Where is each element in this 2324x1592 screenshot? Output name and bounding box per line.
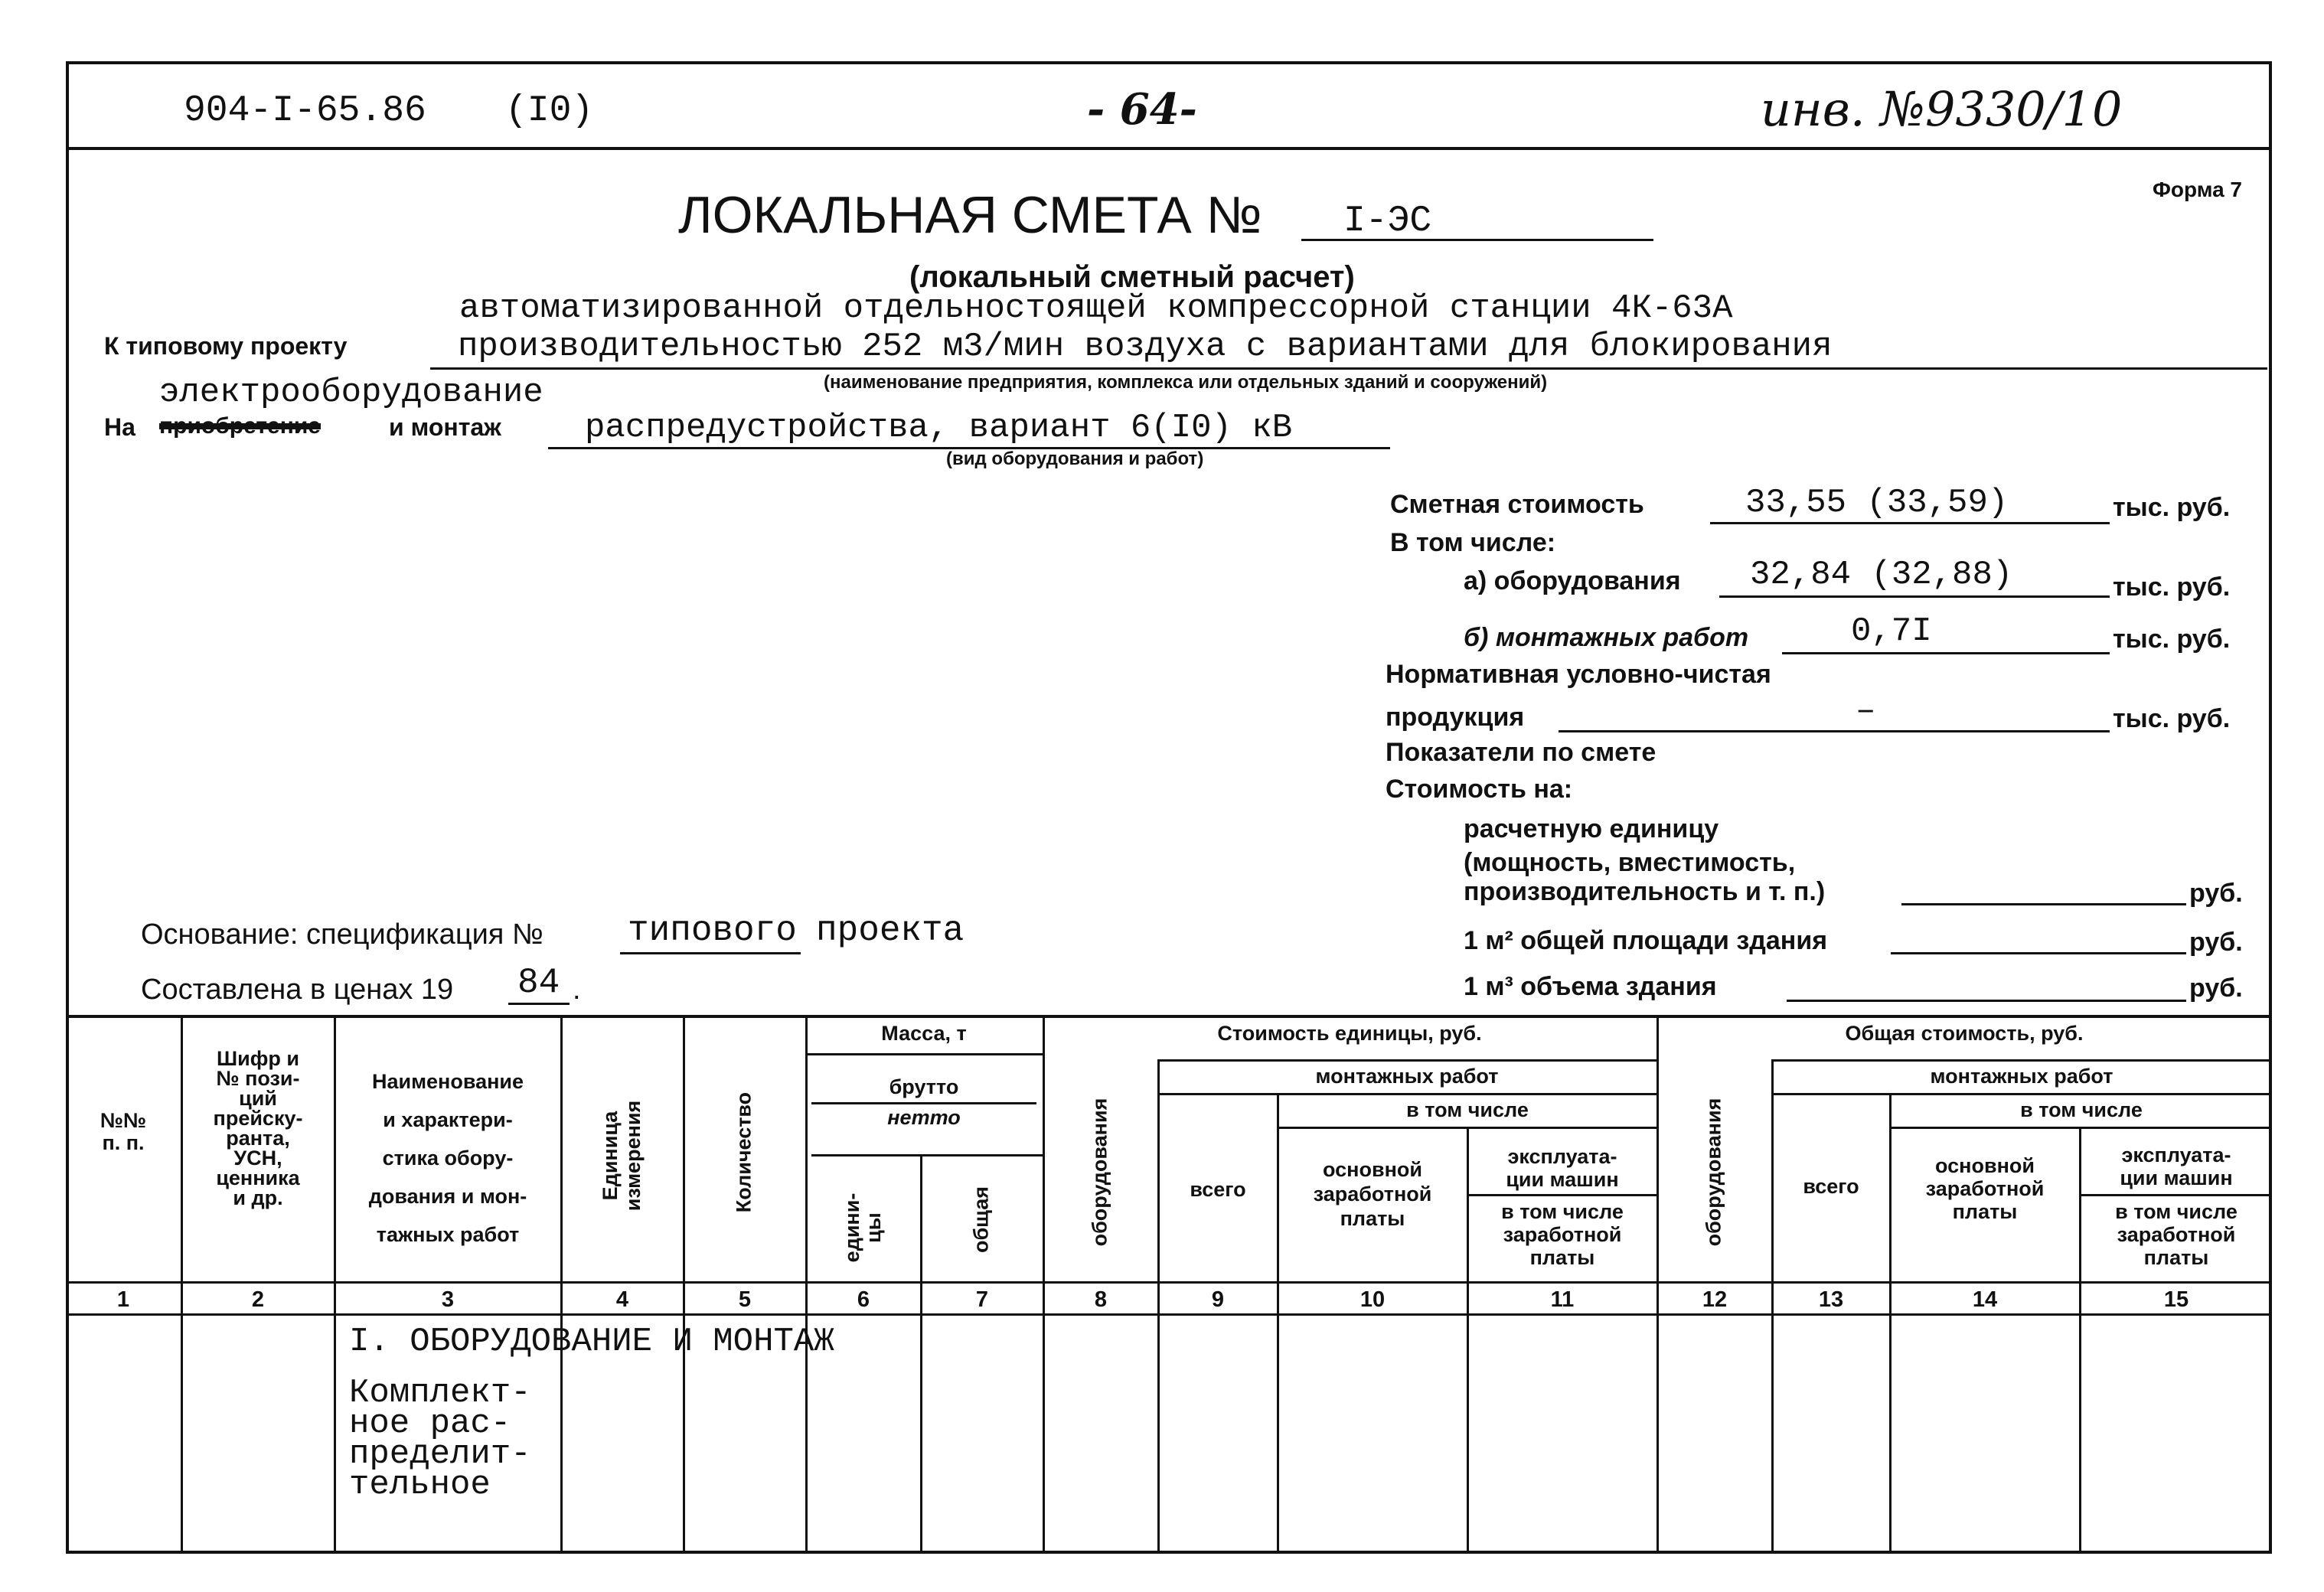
table-numbers-bottom bbox=[66, 1313, 2272, 1316]
section-title: I. ОБОРУДОВАНИЕ И МОНТАЖ bbox=[349, 1323, 834, 1361]
total-incl-pay-line1: в том числе bbox=[2115, 1200, 2238, 1223]
unit-all-header: всего bbox=[1190, 1178, 1246, 1201]
col-number-6: 6 bbox=[857, 1287, 870, 1312]
frame-right bbox=[2269, 61, 2272, 1554]
prices-year-underline bbox=[508, 1003, 570, 1005]
mounting-cost-label: б) монтажных работ bbox=[1464, 623, 1749, 652]
mounting-cost-underline bbox=[1782, 652, 2110, 654]
totalcost-sub-line bbox=[1771, 1059, 2272, 1062]
mass-unit-header-line2: цы bbox=[862, 1212, 885, 1243]
col-qty-header: Количество bbox=[732, 1091, 756, 1213]
estimate-number: I-ЭС bbox=[1343, 201, 1432, 242]
col-number-3: 3 bbox=[441, 1287, 455, 1312]
total-cost-header: Общая стоимость, руб. bbox=[1845, 1022, 2084, 1045]
col-number-15: 15 bbox=[2163, 1287, 2189, 1312]
col-name-header-line2: и характери- bbox=[383, 1108, 513, 1131]
col-number-7: 7 bbox=[975, 1287, 989, 1312]
norm-label-2: продукция bbox=[1386, 703, 1525, 732]
col-number-12: 12 bbox=[1702, 1287, 1728, 1312]
col-number-11: 11 bbox=[1550, 1287, 1575, 1312]
frame-left bbox=[66, 61, 69, 1554]
cost-on-label: Стоимость на: bbox=[1386, 775, 1573, 804]
total-mount-header: монтажных работ bbox=[1930, 1065, 2113, 1088]
col-sep-11 bbox=[1657, 1015, 1659, 1551]
calc-unit-underline bbox=[1901, 903, 2186, 905]
unitcost-mount-line bbox=[1157, 1093, 1657, 1095]
equipment-cost-label: а) оборудования bbox=[1464, 566, 1681, 595]
col-code-header-line1: Шифр и bbox=[217, 1047, 299, 1070]
totalcost-machines-line bbox=[2079, 1194, 2272, 1196]
mass-unit-header-line1: едини- bbox=[840, 1192, 863, 1263]
unit-base-pay-line1: основной bbox=[1323, 1158, 1422, 1181]
total-cost-unit: тыс. руб. bbox=[2113, 493, 2231, 522]
brutto-line bbox=[811, 1102, 1036, 1104]
col-name-header-line1: Наименование bbox=[371, 1070, 524, 1093]
form-label: Форма 7 bbox=[2153, 178, 2243, 201]
item-name bbox=[349, 1374, 531, 1504]
col-sep-7 bbox=[1043, 1015, 1045, 1551]
header-divider bbox=[66, 147, 2272, 150]
table-top bbox=[66, 1015, 2272, 1018]
including-label: В том числе: bbox=[1390, 528, 1556, 557]
prices-label: Составлена в ценах 19 bbox=[141, 974, 454, 1006]
item-name-line4: тельное bbox=[349, 1466, 491, 1504]
mass-total-header: общая bbox=[969, 1186, 993, 1254]
brutto-header: брутто bbox=[889, 1075, 959, 1098]
col-number-5: 5 bbox=[738, 1287, 752, 1312]
unit-equipment-header: оборудования bbox=[1088, 1098, 1111, 1247]
col-num-header bbox=[66, 1110, 181, 1154]
volume-cost-underline bbox=[1787, 1000, 2186, 1002]
calc-unit-line1: расчетную единицу bbox=[1464, 814, 1719, 843]
project-code: 904-I-65.86 bbox=[184, 90, 426, 132]
item-name-line3: пределит- bbox=[349, 1435, 531, 1473]
unit-incl-header: в том числе bbox=[1406, 1098, 1529, 1121]
unit-machines-line2: ции машин bbox=[1506, 1168, 1619, 1191]
unit-machines-line1: эксплуата- bbox=[1507, 1145, 1617, 1168]
album-number: (I0) bbox=[505, 90, 594, 132]
unit-base-pay-line3: платы bbox=[1340, 1207, 1405, 1230]
total-cost-value: 33,55 (33,59) bbox=[1745, 484, 2009, 522]
col-sep-14 bbox=[2079, 1128, 2081, 1551]
prices-dot: . bbox=[573, 974, 581, 1006]
project-line2: производительностью 252 м3/мин воздуха с вариантами для блокирования bbox=[458, 328, 1833, 366]
col-sep-3 bbox=[560, 1015, 563, 1551]
col-code-header-line6: УСН, bbox=[233, 1147, 282, 1170]
total-cost-label: Сметная стоимость bbox=[1390, 490, 1644, 519]
unitcost-machines-line bbox=[1467, 1194, 1657, 1196]
total-incl-pay-header bbox=[2081, 1200, 2272, 1269]
totalcost-mount-line bbox=[1771, 1093, 2272, 1095]
netto-header: нетто bbox=[887, 1106, 961, 1129]
basis-suffix: проекта bbox=[816, 911, 965, 951]
col-unit-header bbox=[599, 1064, 645, 1248]
equipment-cost-value: 32,84 (32,88) bbox=[1750, 556, 2013, 594]
work-struck: приобретение bbox=[159, 413, 321, 439]
unit-machines-header bbox=[1468, 1145, 1657, 1191]
norm-unit: тыс. руб. bbox=[2113, 704, 2231, 733]
work-prefix: На bbox=[104, 413, 135, 441]
norm-underline bbox=[1559, 730, 2110, 732]
norm-label-1: Нормативная условно-чистая bbox=[1386, 660, 1771, 689]
total-machines-line1: эксплуата- bbox=[2121, 1143, 2231, 1166]
col-unit-header-line1: Единица bbox=[599, 1111, 622, 1201]
col-number-9: 9 bbox=[1211, 1287, 1225, 1312]
col-name-header bbox=[335, 1062, 560, 1254]
basis-label: Основание: спецификация № bbox=[141, 918, 543, 951]
total-equipment-header: оборудования bbox=[1702, 1098, 1725, 1247]
page-number: - 64- bbox=[1087, 84, 1197, 135]
col-name-header-line4: дования и мон- bbox=[368, 1185, 527, 1208]
unit-mount-header: монтажных работ bbox=[1315, 1065, 1499, 1088]
basis-underline bbox=[620, 952, 801, 954]
estimate-number-underline bbox=[1301, 239, 1653, 241]
totalcost-incl-line bbox=[1889, 1127, 2272, 1129]
area-cost-underline bbox=[1891, 952, 2186, 954]
work-value: распредустройства, вариант 6(I0) кВ bbox=[585, 409, 1293, 447]
basis-value: типового bbox=[628, 911, 797, 951]
mass-sub-line bbox=[805, 1053, 1043, 1055]
mounting-cost-unit: тыс. руб. bbox=[2113, 625, 2231, 654]
work-mid: и монтаж bbox=[389, 413, 501, 441]
total-cost-underline bbox=[1710, 522, 2110, 524]
page-title: ЛОКАЛЬНАЯ СМЕТА № bbox=[678, 186, 1262, 244]
frame-top bbox=[66, 61, 2272, 64]
subtitle: (локальный сметный расчет) bbox=[909, 260, 1355, 294]
col-number-2: 2 bbox=[251, 1287, 265, 1312]
item-name-line1: Комплект- bbox=[349, 1374, 531, 1412]
unit-base-pay-header bbox=[1278, 1157, 1467, 1231]
total-incl-pay-line2: заработной bbox=[2117, 1223, 2236, 1246]
total-incl-pay-line3: платы bbox=[2143, 1246, 2209, 1269]
unit-incl-pay-line2: заработной bbox=[1503, 1223, 1622, 1246]
unitcost-sub-line bbox=[1157, 1059, 1657, 1062]
area-cost-label: 1 м² общей площади здания bbox=[1464, 926, 1828, 955]
col-number-14: 14 bbox=[1972, 1287, 1998, 1312]
unit-cost-header: Стоимость единицы, руб. bbox=[1217, 1022, 1482, 1045]
total-base-pay-line3: платы bbox=[1952, 1200, 2018, 1223]
unit-base-pay-line2: заработной bbox=[1313, 1183, 1432, 1205]
table-header-bottom bbox=[66, 1281, 2272, 1284]
col-name-header-line3: стика обору- bbox=[382, 1147, 514, 1170]
inventory-number: инв. №9330/10 bbox=[1761, 81, 2123, 137]
project-label: К типовому проекту bbox=[104, 332, 348, 360]
volume-cost-unit: руб. bbox=[2189, 974, 2243, 1003]
total-base-pay-line1: основной bbox=[1935, 1154, 2035, 1177]
mass-unit-header bbox=[841, 1178, 884, 1277]
col-sep-4 bbox=[683, 1015, 685, 1551]
unit-incl-pay-header bbox=[1468, 1200, 1657, 1269]
total-all-header: всего bbox=[1803, 1175, 1859, 1198]
col-unit-header-line2: измерения bbox=[622, 1100, 645, 1212]
item-name-line2: ное рас- bbox=[349, 1404, 511, 1443]
col-number-13: 13 bbox=[1818, 1287, 1844, 1312]
col-num-header-line2: п. п. bbox=[102, 1131, 145, 1154]
col-code-header-line8: и др. bbox=[233, 1186, 283, 1209]
equipment-cost-unit: тыс. руб. bbox=[2113, 573, 2231, 602]
calc-unit-unit: руб. bbox=[2189, 879, 2243, 908]
col-number-8: 8 bbox=[1094, 1287, 1108, 1312]
col-number-1: 1 bbox=[116, 1287, 130, 1312]
total-machines-line2: ции машин bbox=[2120, 1166, 2233, 1189]
col-code-header-line2: № пози- bbox=[216, 1067, 300, 1090]
indicators-label: Показатели по смете bbox=[1386, 738, 1657, 767]
area-cost-unit: руб. bbox=[2189, 928, 2243, 957]
work-hint: (вид оборудования и работ) bbox=[946, 449, 1204, 469]
col-sep-6 bbox=[920, 1154, 922, 1551]
calc-unit-line3: производительность и т. п.) bbox=[1464, 877, 1826, 906]
total-machines-header bbox=[2081, 1143, 2272, 1189]
equipment-cost-underline bbox=[1719, 595, 2110, 598]
col-code-header-line5: ранта, bbox=[226, 1127, 290, 1150]
col-code-header-line3: ций bbox=[239, 1087, 277, 1110]
prices-year: 84 bbox=[517, 963, 560, 1003]
netto-line bbox=[811, 1154, 1043, 1156]
total-incl-header: в том числе bbox=[2020, 1098, 2143, 1121]
unit-incl-pay-line3: платы bbox=[1529, 1246, 1595, 1269]
norm-value: – bbox=[1856, 692, 1876, 730]
col-code-header-line4: прейску- bbox=[213, 1107, 303, 1130]
project-line3: электрооборудование bbox=[159, 374, 543, 412]
frame-bottom bbox=[66, 1551, 2272, 1554]
project-underline bbox=[430, 367, 2267, 370]
col-code-header-line7: ценника bbox=[216, 1166, 300, 1189]
col-number-10: 10 bbox=[1359, 1287, 1386, 1312]
unitcost-incl-line bbox=[1277, 1127, 1657, 1129]
col-code-header bbox=[182, 1049, 334, 1208]
mounting-cost-value: 0,7I bbox=[1851, 612, 1932, 651]
calc-unit-line2: (мощность, вместимость, bbox=[1464, 848, 1796, 877]
col-name-header-line5: тажных работ bbox=[376, 1223, 520, 1246]
project-hint: (наименование предприятия, комплекса или отдельных зданий и сооружений) bbox=[824, 372, 1548, 393]
col-num-header-line1: №№ bbox=[100, 1109, 147, 1132]
unit-incl-pay-line1: в том числе bbox=[1501, 1200, 1624, 1223]
project-line1: автоматизированной отдельностоящей компрессорной станции 4К-63А bbox=[459, 289, 1733, 328]
total-base-pay-line2: заработной bbox=[1925, 1177, 2045, 1200]
col-number-4: 4 bbox=[615, 1287, 629, 1312]
volume-cost-label: 1 м³ объема здания bbox=[1464, 972, 1717, 1001]
total-base-pay-header bbox=[1891, 1154, 2079, 1223]
col-sep-10 bbox=[1467, 1128, 1469, 1551]
mass-header: Масса, т bbox=[881, 1022, 967, 1045]
